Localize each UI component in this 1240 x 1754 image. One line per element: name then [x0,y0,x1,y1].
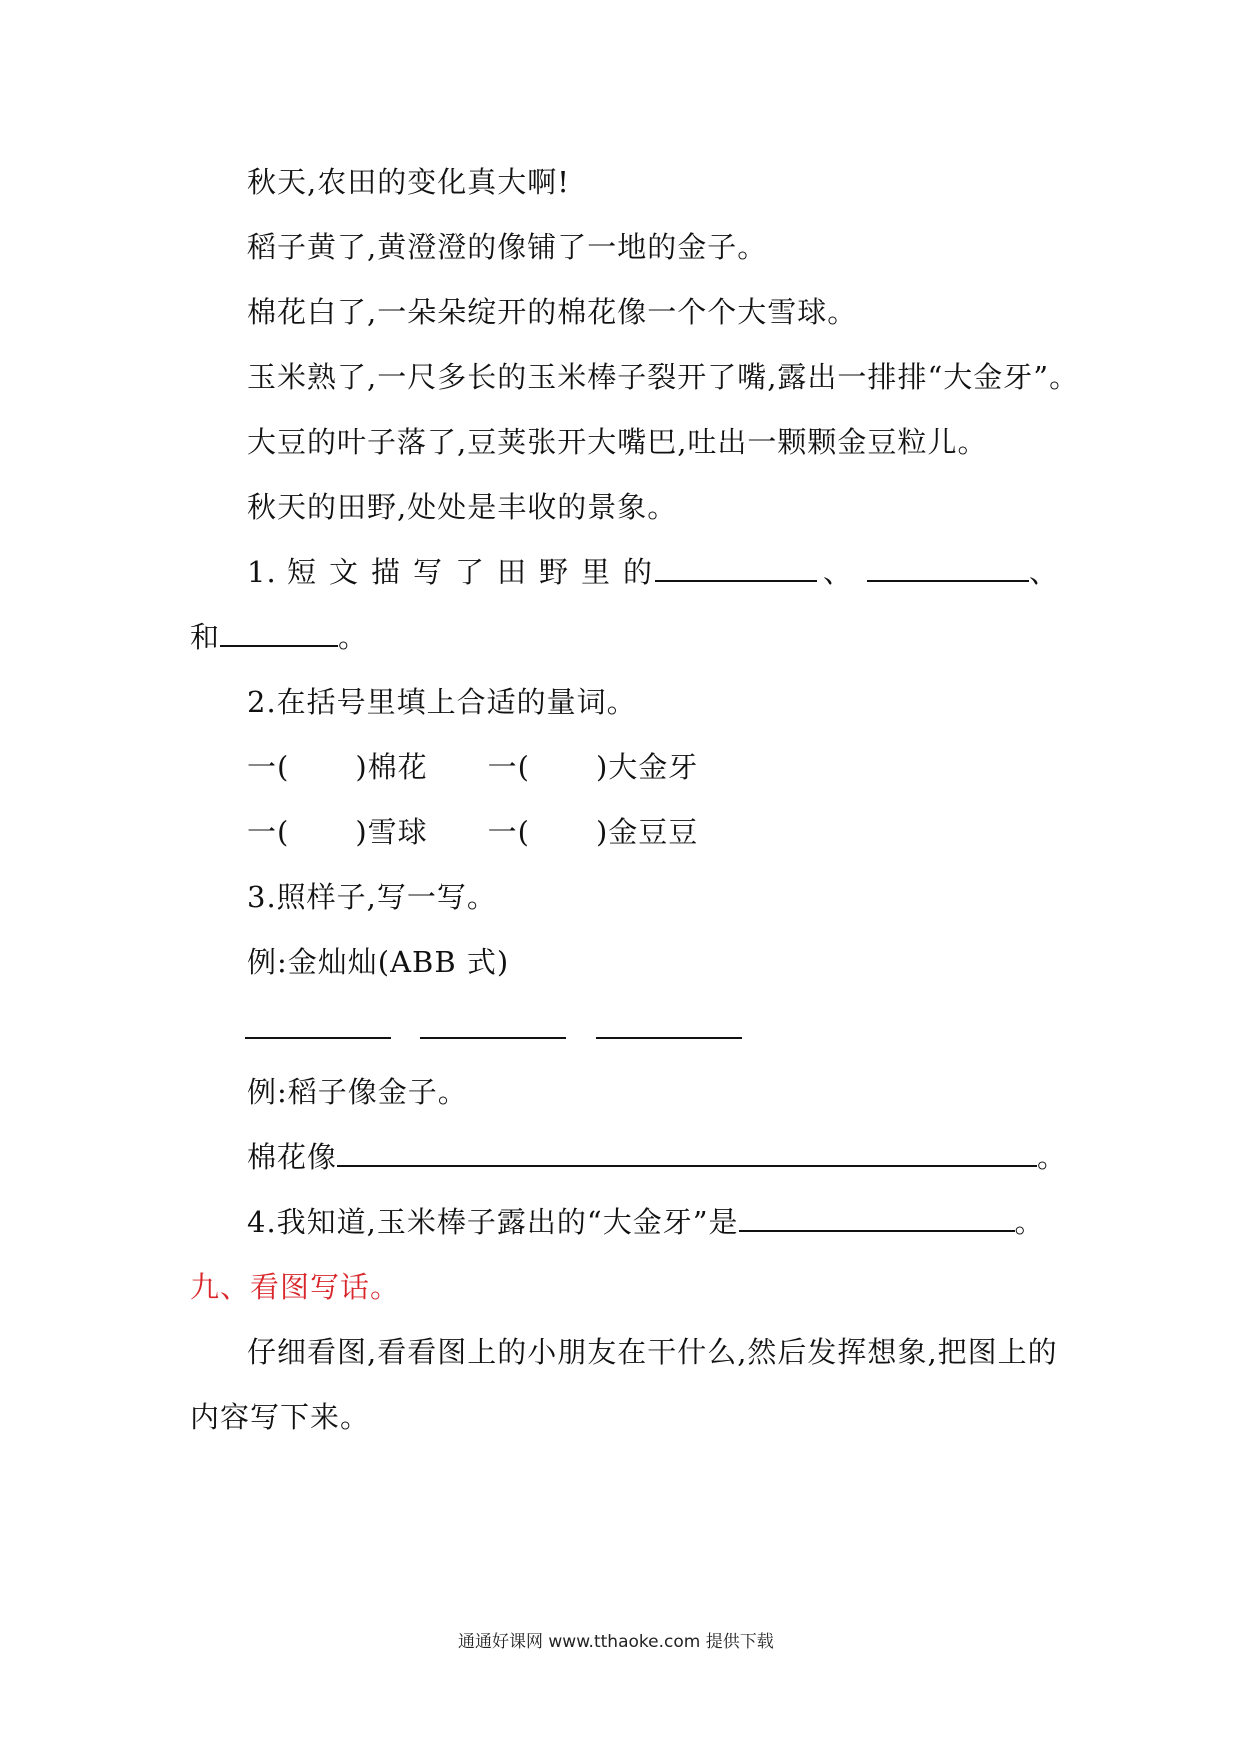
q1-and-label: 和 [190,620,221,654]
q2-suffix: )金豆豆 [595,815,699,849]
q1-separator: 、 [822,555,853,589]
q1-char: 短 [287,555,318,589]
section-9-heading: 九、看图写话。 [190,1270,401,1304]
passage-line-6: 秋天的田野,处处是丰收的景象。 [247,490,678,524]
q3-abb-blank-1[interactable] [245,1037,391,1039]
q2-title: 2.在括号里填上合适的量词。 [247,685,637,719]
q1-answer-blank-3[interactable] [220,617,338,647]
q1-separator: 、 [1029,555,1060,589]
q1-char: 田 [497,555,528,589]
q1-char: 了 [455,555,486,589]
q3-cotton-prefix: 棉花像 [247,1140,338,1174]
q1-char: 文 [329,555,360,589]
q1-answer-blank-1[interactable] [655,552,817,582]
q3-title: 3.照样子,写一写。 [247,880,497,914]
q2-suffix: )大金牙 [595,750,699,784]
q3-abb-blank-2[interactable] [420,1037,566,1039]
q1-line-1 [247,552,1059,592]
passage-line-4: 玉米熟了,一尺多长的玉米棒子裂开了嘴,露出一排排“大金牙”。 [247,360,1080,394]
q3-example-1: 例:金灿灿(ABB 式) [247,945,510,979]
q1-char: 的 [623,555,654,589]
q3-cotton-end: 。 [1037,1140,1068,1174]
q1-char: 写 [413,555,444,589]
q2-prefix: 一( [247,815,290,849]
passage-line-5: 大豆的叶子落了,豆荚张开大嘴巴,吐出一颗颗金豆粒儿。 [247,425,988,459]
q1-number: 1. [247,555,277,589]
q2-row-2 [247,812,698,852]
q1-char: 野 [539,555,570,589]
q3-cotton-line [247,1137,1067,1177]
passage-line-3: 棉花白了,一朵朵绽开的棉花像一个个大雪球。 [247,295,858,329]
passage-line-1: 秋天,农田的变化真大啊! [247,165,570,199]
q3-cotton-blank[interactable] [337,1137,1037,1167]
q4-text: 4.我知道,玉米棒子露出的“大金牙”是 [247,1205,739,1239]
q2-prefix: 一( [247,750,290,784]
q2-suffix: )雪球 [355,815,428,849]
q4-answer-blank[interactable] [739,1202,1015,1232]
q2-prefix: 一( [487,815,530,849]
passage-line-2: 稻子黄了,黄澄澄的像铺了一地的金子。 [247,230,768,264]
q3-abb-blank-3[interactable] [596,1037,742,1039]
q3-example-2: 例:稻子像金子。 [247,1075,468,1109]
q1-char: 里 [581,555,612,589]
q2-suffix: )棉花 [355,750,428,784]
q1-char: 描 [371,555,402,589]
q2-prefix: 一( [487,750,530,784]
q2-row-1 [247,747,698,787]
q4-end: 。 [1014,1205,1045,1239]
section-9-instruction-line-1: 仔细看图,看看图上的小朋友在干什么,然后发挥想象,把图上的 [247,1335,1058,1369]
q1-answer-blank-2[interactable] [867,552,1029,582]
q1-end-mark: 。 [338,620,369,654]
section-9-instruction-line-2: 内容写下来。 [190,1400,371,1434]
q4-line [247,1202,1045,1242]
page-footer: 通通好课网 www.tthaoke.com 提供下载 [458,1632,774,1652]
q1-line-2 [190,617,368,657]
